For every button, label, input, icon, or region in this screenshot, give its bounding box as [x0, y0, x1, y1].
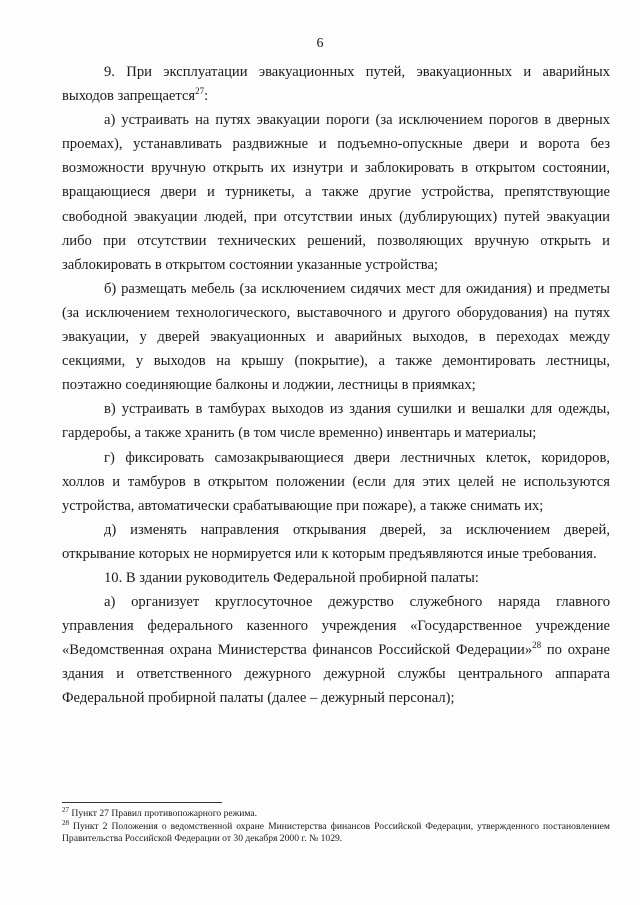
paragraph-9d: д) изменять направления открывания дверей, за исключением дверей, открывание которых не нормируется или к которым предъявляются иные требования. [62, 521, 610, 562]
paragraph-9b: б) размещать мебель (за исключением сидячих мест для ожидания) и предметы (за исключением технологического, выставочного и другого оборудования) на путях эвакуации, у дверей эвакуационных и аварийных выходов, в переходах между секциями, у выходов на крышу (покрытие), а также демонтировать лестницы, поэтажно соединяющие балконы и лоджии, лестницы в приямках; [62, 280, 610, 394]
footnotes [62, 808, 610, 847]
footnote-ref[interactable]: 27 [195, 86, 205, 97]
paragraph-9v: в) устраивать в тамбурах выходов из здания сушилки и вешалки для одежды, гардеробы, а также хранить (в том числе временно) инвентарь и материалы; [62, 401, 610, 442]
footnote-mark: 28 [62, 819, 69, 828]
paragraph-10: 10. В здании руководитель Федеральной пробирной палаты: [104, 569, 479, 586]
page-number: 6 [316, 36, 324, 51]
paragraph-10a: а) организует круглосуточное дежурство служебного наряда главного управления федерального казенного учреждения «Государственное учреждение «Ведомственная охрана Министерства финансов Российской Федерации»$^{28}$ по охране здания и ответственного дежурного дежурной службы центрального аппарата Федеральной пробирной палаты (далее – дежурный персонал); [62, 594, 610, 707]
paragraph-9g: г) фиксировать самозакрывающиеся двери лестничных клеток, коридоров, холлов и тамбуров в открытом положении (если для этих целей не используются устройства, автоматически срабатывающие при пожаре), а также снимать их; [62, 449, 610, 514]
footnote-divider [62, 802, 222, 803]
footnote-mark: 27 [62, 806, 69, 814]
paragraph-9a: а) устраивать на путях эвакуации пороги (за исключением порогов в дверных проемах), устанавливать раздвижные и подъемно-опускные двери и ворота без возможности вручную открыть их изнутри и заблокировать в открытом состоянии, вращающиеся двери и турникеты, а также другие устройства, препятствующие свободной эвакуации людей, при отсутствии иных (дублирующих) путей эвакуации либо при отсутствии технических решений, позволяющих вручную открыть и заблокировать в открытом состоянии указанные устройства; [62, 112, 610, 273]
footnote-28: $^{28}$ Пункт 2 Положения о ведомственной охране Министерства финансов Российской Федерации, утвержденного постановлением Правительства Российской Федерации от 30 декабря 2000 г. № 1029. [62, 819, 610, 845]
footnote-27: $^{27}$ Пункт 27 Правил противопожарного режима. [62, 806, 258, 819]
footnote-ref[interactable]: 28 [532, 640, 542, 651]
paragraph-9: 9. При эксплуатации эвакуационных путей, эвакуационных и аварийных выходов запрещается$^{27}$: [62, 64, 610, 105]
body-text [62, 60, 610, 711]
